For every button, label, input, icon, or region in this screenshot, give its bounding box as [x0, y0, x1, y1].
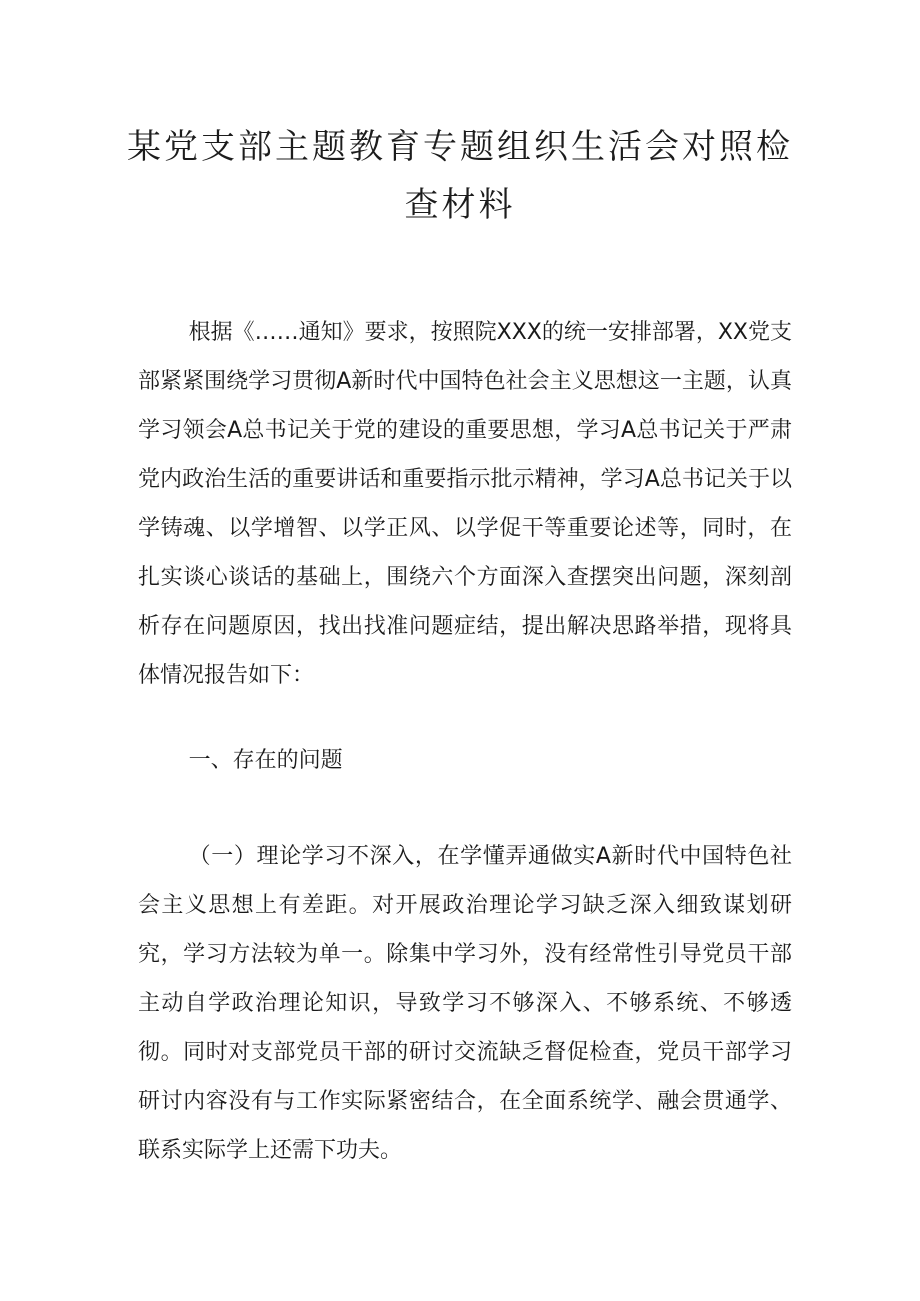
problem-item-1-paragraph: （一）理论学习不深入，在学懂弄通做实A新时代中国特色社会主义思想上有差距。对开展政治理论学习缺乏深入细致谋划研究，学习方法较为单一。除集中学习外，没有经常性引导党员干部主动自学政治理论知识，导致学习不够深入、不够系统、不够透彻。同时对支部党员干部的研讨交流缺乏督促检查，党员干部学习研讨内容没有与工作实际紧密结合，在全面系统学、融会贯通学、联系实际学上还需下功夫。 — [138, 844, 792, 1163]
section-heading-problems: 一、存在的问题 — [188, 748, 343, 773]
document-title: 某党支部主题教育专题组织生活会对照检查材料 — [127, 127, 793, 225]
intro-paragraph: 根据《……通知》要求，按照院XXX的统一安排部署，XX党支部紧紧围绕学习贯彻A新时代中国特色社会主义思想这一主题，认真学习领会A总书记关于党的建设的重要思想，学习A总书记关于严肃党内政治生活的重要讲话和重要指示批示精神，学习A总书记关于以学铸魂、以学增智、以学正风、以学促干等重要论述等，同时，在扎实谈心谈话的基础上，围绕六个方面深入查摆突出问题，深刻剖析存在问题原因，找出找准问题症结，提出解决思路举措，现将具体情况报告如下： — [138, 320, 792, 688]
